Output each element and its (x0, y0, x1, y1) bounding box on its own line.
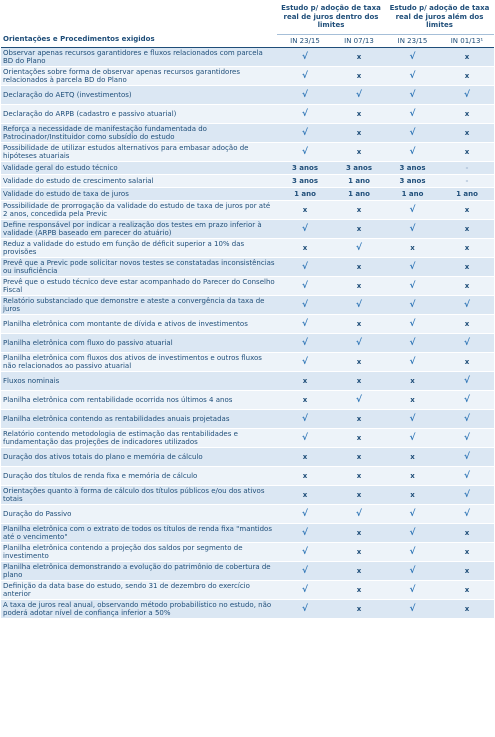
cross-icon: x (440, 67, 494, 86)
requirement-label: Planilha eletrônica com montante de dívida e ativos de investimentos (1, 315, 277, 334)
cross-icon: x (440, 562, 494, 581)
cross-icon: x (333, 448, 385, 467)
check-icon: √ (333, 239, 385, 258)
cross-icon: x (440, 143, 494, 162)
cross-icon: x (385, 486, 440, 505)
requirement-label: Relatório contendo metodologia de estimação das rentabilidades e fundamentação das projeções de indicadores utilizados (1, 429, 277, 448)
cross-icon: x (440, 524, 494, 543)
check-icon: √ (277, 67, 333, 86)
requirement-label: Possibilidade de prorrogação da validade do estudo de taxa de juros por até 2 anos, concedida pela Previc (1, 201, 277, 220)
requirement-label: Duração dos ativos totais do plano e memória de cálculo (1, 448, 277, 467)
check-icon: √ (385, 220, 440, 239)
check-icon: √ (440, 486, 494, 505)
check-icon: √ (277, 410, 333, 429)
cross-icon: x (333, 105, 385, 124)
table-row (1, 600, 494, 619)
check-icon: √ (385, 562, 440, 581)
table-body (1, 48, 494, 619)
requirement-label: A taxa de juros real anual, observando método probabilístico no estudo, não poderá adotar nível de confiança inferior a 50% (1, 600, 277, 619)
cross-icon: x (277, 448, 333, 467)
cross-icon: x (277, 201, 333, 220)
cross-icon: x (440, 201, 494, 220)
check-icon: √ (277, 277, 333, 296)
requirement-label: Planilha eletrônica com fluxo do passivo atuarial (1, 334, 277, 353)
check-icon: √ (277, 48, 333, 67)
check-icon: √ (277, 124, 333, 143)
check-icon: √ (385, 201, 440, 220)
cross-icon: x (440, 581, 494, 600)
cross-icon: x (333, 429, 385, 448)
cross-icon: x (277, 486, 333, 505)
table-row (1, 162, 494, 175)
table-row (1, 391, 494, 410)
table-row (1, 188, 494, 201)
cross-icon: x (440, 277, 494, 296)
cross-icon: x (385, 448, 440, 467)
cross-icon: x (440, 124, 494, 143)
cross-icon: x (440, 315, 494, 334)
column-header: IN 23/15 (277, 35, 333, 48)
cross-icon: x (333, 277, 385, 296)
check-icon: √ (277, 505, 333, 524)
requirement-label: Reforça a necessidade de manifestação fundamentada do Patrocinador/Instituidor como subsídio do estudo (1, 124, 277, 143)
requirement-label: Validade do estudo de crescimento salarial (1, 175, 277, 188)
table-row (1, 239, 494, 258)
check-icon: √ (385, 524, 440, 543)
cross-icon: x (333, 524, 385, 543)
check-icon: √ (440, 448, 494, 467)
check-icon: √ (385, 600, 440, 619)
cross-icon: x (333, 543, 385, 562)
check-icon: √ (385, 277, 440, 296)
cross-icon: x (333, 372, 385, 391)
check-icon: √ (333, 391, 385, 410)
requirement-label: Prevê que a Previc pode solicitar novos testes se constatadas inconsistências ou insuficiência (1, 258, 277, 277)
cross-icon: x (277, 467, 333, 486)
check-icon: √ (385, 258, 440, 277)
cross-icon: x (333, 201, 385, 220)
check-icon: √ (440, 505, 494, 524)
table-cell: 1 ano (440, 188, 494, 201)
requirement-label: Observar apenas recursos garantidores e fluxos relacionados com parcela BD do Plano (1, 48, 277, 67)
check-icon: √ (385, 296, 440, 315)
cross-icon: x (385, 372, 440, 391)
cross-icon: x (333, 124, 385, 143)
cross-icon: x (385, 467, 440, 486)
check-icon: √ (440, 391, 494, 410)
requirement-label: Fluxos nominais (1, 372, 277, 391)
table-cell: 3 anos (277, 162, 333, 175)
requirements-table (1, 0, 494, 619)
requirement-label: Planilha eletrônica com o extrato de todos os títulos de renda fixa "mantidos até o vencimento" (1, 524, 277, 543)
table-row (1, 277, 494, 296)
table-cell: 3 anos (385, 162, 440, 175)
requirement-label: Declaração do ARPB (cadastro e passivo atuarial) (1, 105, 277, 124)
requirement-label: Duração do Passivo (1, 505, 277, 524)
check-icon: √ (277, 524, 333, 543)
table-row (1, 505, 494, 524)
check-icon: √ (385, 105, 440, 124)
cross-icon: x (333, 220, 385, 239)
column-header: IN 23/15 (385, 35, 440, 48)
requirement-label: Validade geral do estudo técnico (1, 162, 277, 175)
table-row (1, 562, 494, 581)
check-icon: √ (277, 296, 333, 315)
check-icon: √ (277, 429, 333, 448)
table-cell: - (440, 175, 494, 188)
cross-icon: x (440, 239, 494, 258)
check-icon: √ (385, 67, 440, 86)
cross-icon: x (333, 315, 385, 334)
check-icon: √ (385, 543, 440, 562)
table-row (1, 429, 494, 448)
cross-icon: x (440, 353, 494, 372)
check-icon: √ (277, 220, 333, 239)
check-icon: √ (277, 543, 333, 562)
check-icon: √ (277, 581, 333, 600)
cross-icon: x (333, 48, 385, 67)
requirement-label: Orientações sobre forma de observar apenas recursos garantidores relacionados à parcela BD do Plano (1, 67, 277, 86)
header-beyond-limits: Estudo p/ adoção de taxa real de juros além dos limites (385, 0, 494, 35)
cross-icon: x (440, 220, 494, 239)
table-row (1, 543, 494, 562)
requirement-label: Relatório substanciado que demonstre e ateste a convergência da taxa de juros (1, 296, 277, 315)
table-row (1, 105, 494, 124)
check-icon: √ (277, 600, 333, 619)
check-icon: √ (385, 581, 440, 600)
check-icon: √ (333, 296, 385, 315)
cross-icon: x (333, 353, 385, 372)
table-row (1, 67, 494, 86)
table-cell: 3 anos (277, 175, 333, 188)
requirement-label: Definição da data base do estudo, sendo 31 de dezembro do exercício anterior (1, 581, 277, 600)
table-row (1, 315, 494, 334)
table-row (1, 175, 494, 188)
cross-icon: x (385, 239, 440, 258)
requirement-label: Orientações quanto à forma de cálculo dos títulos públicos e/ou dos ativos totais (1, 486, 277, 505)
requirement-label: Duração dos títulos de renda fixa e memória de cálculo (1, 467, 277, 486)
table-row (1, 220, 494, 239)
table-cell: 1 ano (333, 188, 385, 201)
table-row (1, 581, 494, 600)
check-icon: √ (385, 48, 440, 67)
check-icon: √ (277, 334, 333, 353)
requirement-label: Planilha eletrônica com fluxos dos ativos de investimentos e outros fluxos não relacionados ao passivo atuarial (1, 353, 277, 372)
check-icon: √ (385, 124, 440, 143)
check-icon: √ (385, 410, 440, 429)
table-row (1, 48, 494, 67)
table-row (1, 334, 494, 353)
cross-icon: x (333, 143, 385, 162)
requirement-label: Possibilidade de utilizar estudos alternativos para embasar adoção de hipóteses atuariais (1, 143, 277, 162)
check-icon: √ (277, 143, 333, 162)
check-icon: √ (385, 86, 440, 105)
column-header: IN 01/13¹ (440, 35, 494, 48)
requirement-label: Declaração do AETQ (investimentos) (1, 86, 277, 105)
check-icon: √ (385, 353, 440, 372)
check-icon: √ (277, 258, 333, 277)
cross-icon: x (440, 258, 494, 277)
requirement-label: Reduz a validade do estudo em função de déficit superior a 10% das provisões (1, 239, 277, 258)
requirement-label: Planilha eletrônica com rentabilidade ocorrida nos últimos 4 anos (1, 391, 277, 410)
cross-icon: x (440, 105, 494, 124)
check-icon: √ (333, 86, 385, 105)
check-icon: √ (277, 562, 333, 581)
cross-icon: x (333, 258, 385, 277)
check-icon: √ (440, 410, 494, 429)
requirement-label: Define responsável por indicar a realização dos testes em prazo inferior à validade (ARPB baseado em parecer do atuário) (1, 220, 277, 239)
requirement-label: Planilha eletrônica contendo as rentabilidades anuais projetadas (1, 410, 277, 429)
table-row (1, 86, 494, 105)
check-icon: √ (385, 334, 440, 353)
check-icon: √ (385, 505, 440, 524)
table-row (1, 353, 494, 372)
cross-icon: x (333, 600, 385, 619)
requirement-label: Validade do estudo de taxa de juros (1, 188, 277, 201)
table-row (1, 201, 494, 220)
table-cell: - (440, 162, 494, 175)
cross-icon: x (333, 467, 385, 486)
table-row (1, 486, 494, 505)
check-icon: √ (333, 334, 385, 353)
cross-icon: x (385, 391, 440, 410)
cross-icon: x (277, 391, 333, 410)
requirement-label: Planilha eletrônica contendo a projeção dos saldos por segmento de investimento (1, 543, 277, 562)
table-row (1, 410, 494, 429)
cross-icon: x (333, 562, 385, 581)
requirement-label: Prevê que o estudo técnico deve estar acompanhado do Parecer do Conselho Fiscal (1, 277, 277, 296)
check-icon: √ (277, 315, 333, 334)
column-header: IN 07/13 (333, 35, 385, 48)
check-icon: √ (277, 105, 333, 124)
table-row (1, 467, 494, 486)
table-row (1, 524, 494, 543)
cross-icon: x (277, 372, 333, 391)
table-cell: 1 ano (385, 188, 440, 201)
check-icon: √ (333, 505, 385, 524)
cross-icon: x (277, 239, 333, 258)
requirement-label: Planilha eletrônica demonstrando a evolução do patrimônio de cobertura de plano (1, 562, 277, 581)
cross-icon: x (333, 67, 385, 86)
table-cell: 3 anos (385, 175, 440, 188)
check-icon: √ (385, 429, 440, 448)
table-row (1, 258, 494, 277)
table-title: Orientações e Procedimentos exigidos (1, 0, 277, 48)
cross-icon: x (440, 48, 494, 67)
table-row (1, 296, 494, 315)
check-icon: √ (440, 467, 494, 486)
check-icon: √ (440, 86, 494, 105)
header-within-limits: Estudo p/ adoção de taxa real de juros dentro dos limites (277, 0, 385, 35)
cross-icon: x (333, 581, 385, 600)
cross-icon: x (333, 410, 385, 429)
check-icon: √ (277, 353, 333, 372)
check-icon: √ (385, 143, 440, 162)
check-icon: √ (440, 372, 494, 391)
check-icon: √ (385, 315, 440, 334)
cross-icon: x (440, 600, 494, 619)
check-icon: √ (440, 334, 494, 353)
check-icon: √ (440, 296, 494, 315)
table-row (1, 143, 494, 162)
table-row (1, 124, 494, 143)
cross-icon: x (440, 543, 494, 562)
table-row (1, 448, 494, 467)
check-icon: √ (277, 86, 333, 105)
table-cell: 1 ano (333, 175, 385, 188)
table-cell: 1 ano (277, 188, 333, 201)
cross-icon: x (333, 486, 385, 505)
table-row (1, 372, 494, 391)
table-cell: 3 anos (333, 162, 385, 175)
check-icon: √ (440, 429, 494, 448)
